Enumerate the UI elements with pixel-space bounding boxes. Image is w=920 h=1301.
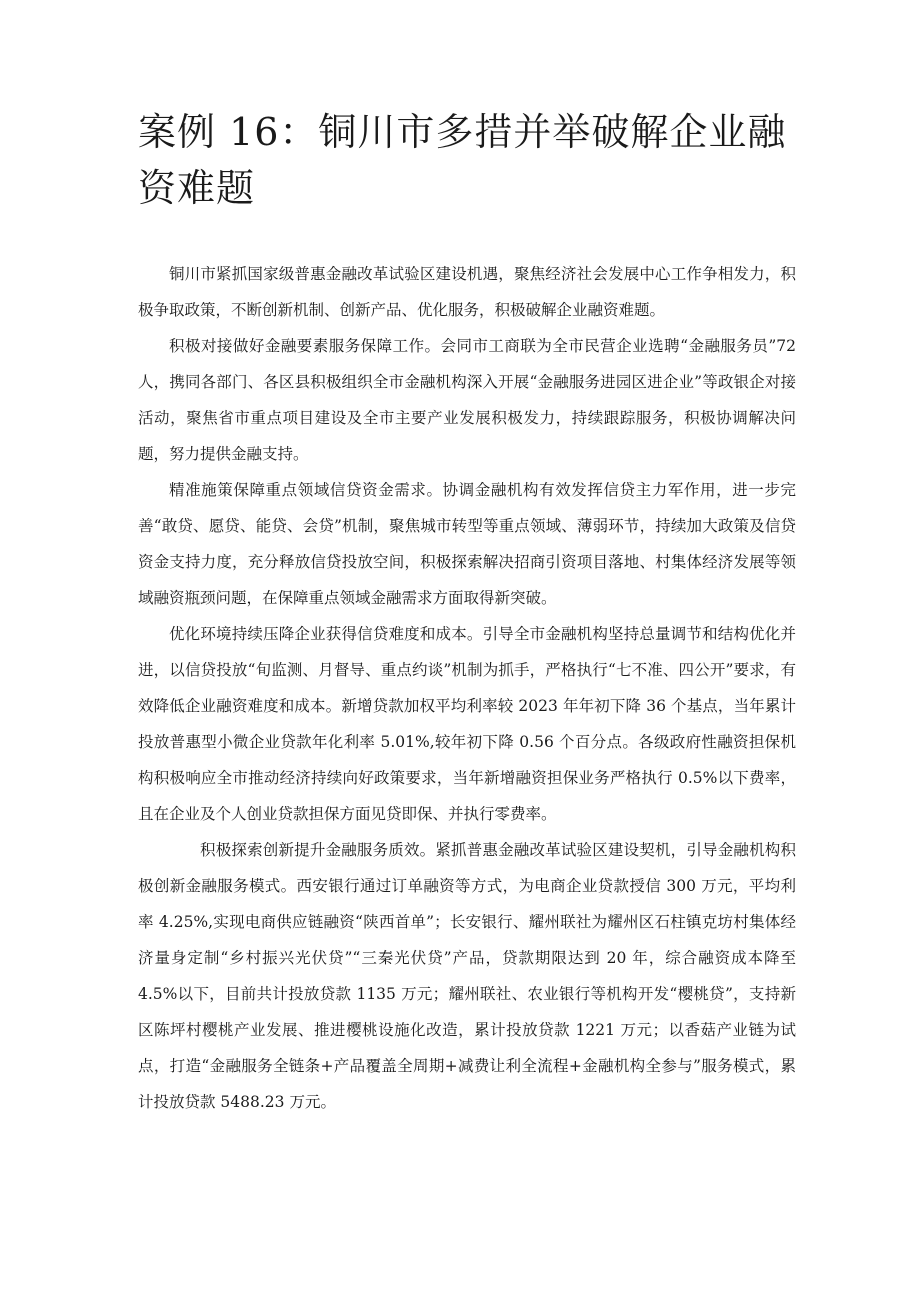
paragraph-intro: 铜川市紧抓国家级普惠金融改革试验区建设机遇，聚焦经济社会发展中心工作争相发力，积极争取政策，不断创新机制、创新产品、优化服务，积极破解企业融资难题。	[138, 265, 796, 319]
paragraph-cost-reduction: 优化环境持续压降企业获得信贷难度和成本。引导全市金融机构坚持总量调节和结构优化并进，以信贷投放“旬监测、月督导、重点约谈”机制为抓手，严格执行“七不准、四公开”要求，有效降低企业融资难度和成本。新增贷款加权平均利率较 2023 年年初下降 36 个基点，当年累计投放普惠型小微企业贷款年化利率 5.01%,较年初下降 0.56 个百分点。各级政府性融资担保机构积极响应全市推动经济持续向好政策要求，当年新增融资担保业务严格执行 0.5%以下费率，且在企业及个人创业贷款担保方面见贷即保、并执行零费率。	[138, 625, 796, 823]
paragraph-credit-demand: 精准施策保障重点领域信贷资金需求。协调金融机构有效发挥信贷主力军作用，进一步完善“敢贷、愿贷、能贷、会贷”机制，聚焦城市转型等重点领域、薄弱环节，持续加大政策及信贷资金支持力度，充分释放信贷投放空间，积极探索解决招商引资项目落地、村集体经济发展等领域融资瓶颈问题，在保障重点领域金融需求方面取得新突破。	[138, 481, 796, 607]
paragraph-service-innovation: 积极探索创新提升金融服务质效。紧抓普惠金融改革试验区建设契机，引导金融机构积极创新金融服务模式。西安银行通过订单融资等方式，为电商企业贷款授信 300 万元，平均利率 4.25%,实现电商供应链融资“陕西首单”；长安银行、耀州联社为耀州区石柱镇克坊村集体经济量身定制“乡村振兴光伏贷”“三秦光伏贷”产品，贷款期限达到 20 年，综合融资成本降至 4.5%以下，目前共计投放贷款 1135 万元；耀州联社、农业银行等机构开发“樱桃贷”，支持新区陈坪村樱桃产业发展、推进樱桃设施化改造，累计投放贷款 1221 万元；以香菇产业链为试点，打造“金融服务全链条+产品覆盖全周期+减费让利全流程+金融机构全参与”服务模式，累计投放贷款 5488.23 万元。	[138, 841, 796, 1111]
document-title: 案例 16：铜川市多措并举破解企业融资难题	[138, 110, 787, 210]
paragraph-financial-service-support: 积极对接做好金融要素服务保障工作。会同市工商联为全市民营企业选聘“金融服务员”72 人，携同各部门、各区县积极组织全市金融机构深入开展“金融服务进园区进企业”等政银企对接活动，聚焦省市重点项目建设及全市主要产业发展积极发力，持续跟踪服务，积极协调解决问题，努力提供金融支持。	[138, 337, 796, 463]
document-body	[138, 256, 796, 1120]
